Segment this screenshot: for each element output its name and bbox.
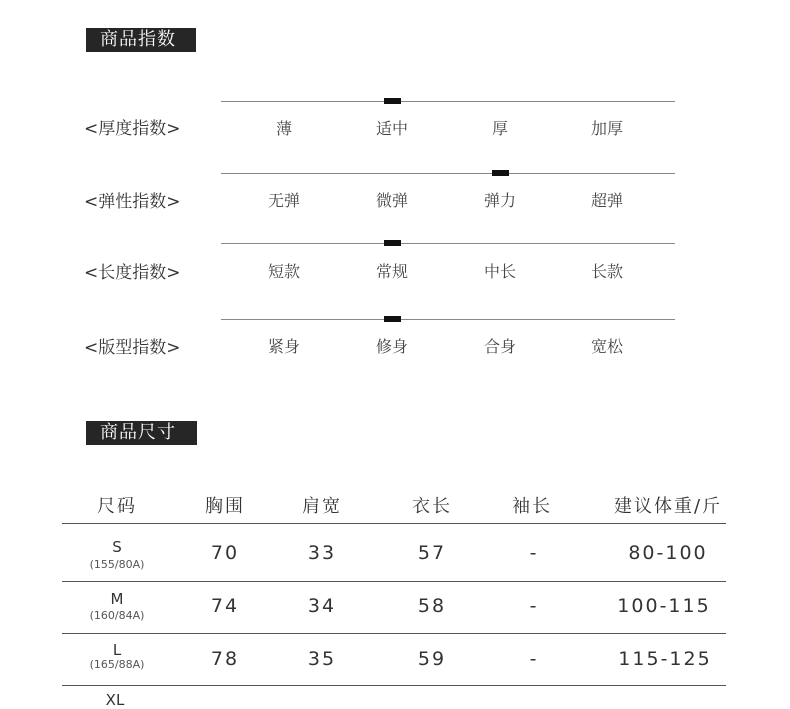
chest-cell: 70: [210, 542, 240, 564]
shoulder-cell: 35: [307, 648, 337, 670]
table-divider: [62, 523, 726, 524]
sleeve-cell: -: [529, 595, 539, 617]
size-spec: (160/84A): [89, 609, 145, 622]
size-spec: (155/80A): [89, 558, 145, 571]
index-option: 短款: [267, 262, 301, 281]
index-option: 宽松: [590, 337, 624, 356]
index-option: 合身: [483, 337, 517, 356]
scale-marker: [384, 316, 401, 322]
index-option: 常规: [375, 262, 409, 281]
index-option: 微弹: [375, 191, 409, 210]
index-option: 中长: [483, 262, 517, 281]
index-option: 长款: [590, 262, 624, 281]
index-option: 弹力: [483, 191, 517, 210]
shoulder-cell: 33: [307, 542, 337, 564]
index-option: 适中: [375, 119, 409, 138]
scale-line: [221, 173, 675, 174]
weight-cell: 80-100: [628, 542, 708, 564]
section-title-index: 商品指数: [86, 28, 196, 52]
weight-cell: 100-115: [617, 595, 711, 617]
size-code: XL: [105, 691, 125, 709]
length-cell: 58: [417, 595, 447, 617]
size-code: L: [112, 641, 122, 659]
shoulder-cell: 34: [307, 595, 337, 617]
table-header: 衣长: [412, 496, 452, 517]
index-label: <弹性指数>: [84, 192, 181, 212]
length-cell: 57: [417, 542, 447, 564]
index-option: 紧身: [267, 337, 301, 356]
scale-line: [221, 243, 675, 244]
scale-marker: [384, 98, 401, 104]
table-header: 建议体重/斤: [613, 496, 723, 517]
chest-cell: 74: [210, 595, 240, 617]
table-divider: [62, 581, 726, 582]
index-option: 加厚: [590, 119, 624, 138]
table-divider: [62, 685, 726, 686]
index-label: <版型指数>: [84, 338, 181, 358]
scale-line: [221, 101, 675, 102]
length-cell: 59: [417, 648, 447, 670]
table-header: 肩宽: [302, 496, 342, 517]
size-code: S: [112, 538, 122, 556]
scale-marker: [384, 240, 401, 246]
index-option: 超弹: [590, 191, 624, 210]
size-spec: (165/88A): [89, 658, 145, 671]
scale-marker: [492, 170, 509, 176]
chest-cell: 78: [210, 648, 240, 670]
sleeve-cell: -: [529, 542, 539, 564]
index-option: 无弹: [267, 191, 301, 210]
section-title-size: 商品尺寸: [86, 421, 197, 445]
table-header: 尺码: [97, 496, 137, 517]
index-label: <长度指数>: [84, 263, 181, 283]
table-header: 袖长: [512, 496, 552, 517]
index-label: <厚度指数>: [84, 119, 181, 139]
index-option: 薄: [275, 119, 293, 138]
table-header: 胸围: [205, 496, 245, 517]
size-code: M: [110, 590, 124, 608]
index-option: 厚: [491, 119, 509, 138]
scale-line: [221, 319, 675, 320]
sleeve-cell: -: [529, 648, 539, 670]
index-option: 修身: [375, 337, 409, 356]
table-divider: [62, 633, 726, 634]
weight-cell: 115-125: [618, 648, 712, 670]
